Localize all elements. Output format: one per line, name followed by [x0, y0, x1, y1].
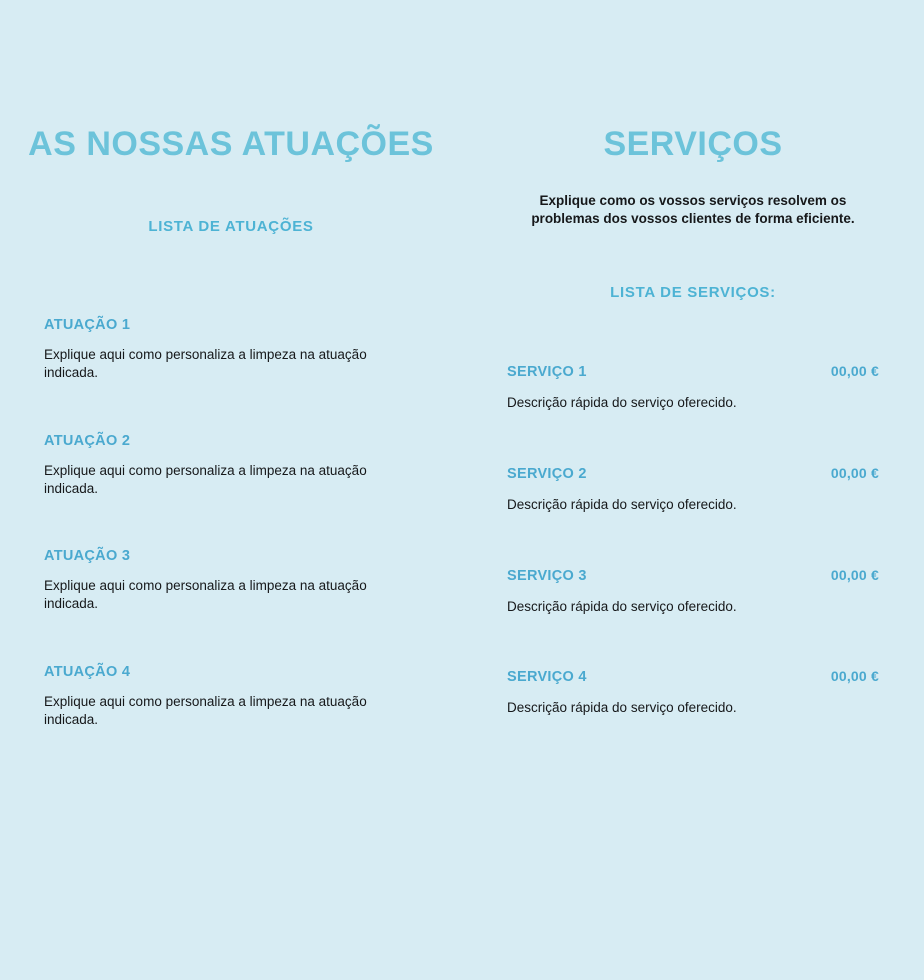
servicos-column [462, 0, 924, 980]
atuacao-title: ATUAÇÃO 2 [44, 432, 131, 449]
servicos-title: SERVIÇOS [603, 125, 783, 163]
atuacoes-list [0, 317, 462, 729]
atuacao-title: ATUAÇÃO 1 [44, 317, 131, 334]
atuacao-description: Explique aqui como personaliza a limpeza na atuação indicada. [44, 578, 367, 612]
servico-description: Descrição rápida do serviço oferecido. [507, 700, 737, 716]
atuacao-title: ATUAÇÃO 4 [44, 663, 131, 680]
servico-price: 00,00 € [830, 566, 879, 583]
servico-price: 00,00 € [830, 363, 879, 380]
servico-description: Descrição rápida do serviço oferecido. [507, 395, 737, 411]
list-item [462, 363, 924, 412]
list-item [0, 548, 462, 613]
list-item [462, 668, 924, 717]
list-item [462, 465, 924, 514]
atuacao-description: Explique aqui como personaliza a limpeza na atuação indicada. [44, 462, 367, 496]
servicos-subtitle: LISTA DE SERVIÇOS: [610, 284, 776, 302]
servico-row [507, 567, 879, 584]
servico-price: 00,00 € [830, 464, 879, 481]
servico-title: SERVIÇO 2 [507, 465, 587, 482]
atuacao-description: Explique aqui como personaliza a limpeza na atuação indicada. [44, 347, 367, 380]
atuacao-description: Explique aqui como personaliza a limpeza na atuação indicada. [44, 693, 367, 727]
list-item [0, 433, 462, 498]
servico-row [507, 363, 879, 380]
servico-row [507, 465, 879, 482]
list-item [462, 567, 924, 616]
list-item [0, 664, 462, 729]
servico-price: 00,00 € [830, 668, 879, 685]
servico-title: SERVIÇO 3 [507, 567, 587, 584]
servico-title: SERVIÇO 4 [507, 669, 587, 686]
list-item [0, 317, 462, 382]
servicos-list [462, 363, 924, 717]
servico-row [507, 668, 879, 685]
atuacoes-subtitle: LISTA DE ATUAÇÕES [148, 218, 314, 236]
servicos-intro: Explique como os vossos serviços resolvem os problemas dos vossos clientes de forma eficiente. [531, 193, 855, 227]
servico-title: SERVIÇO 1 [507, 364, 587, 381]
atuacao-title: ATUAÇÃO 3 [44, 548, 131, 565]
servico-description: Descrição rápida do serviço oferecido. [507, 496, 737, 512]
servico-description: Descrição rápida do serviço oferecido. [507, 598, 737, 614]
atuacoes-title: AS NOSSAS ATUAÇÕES [28, 125, 434, 163]
